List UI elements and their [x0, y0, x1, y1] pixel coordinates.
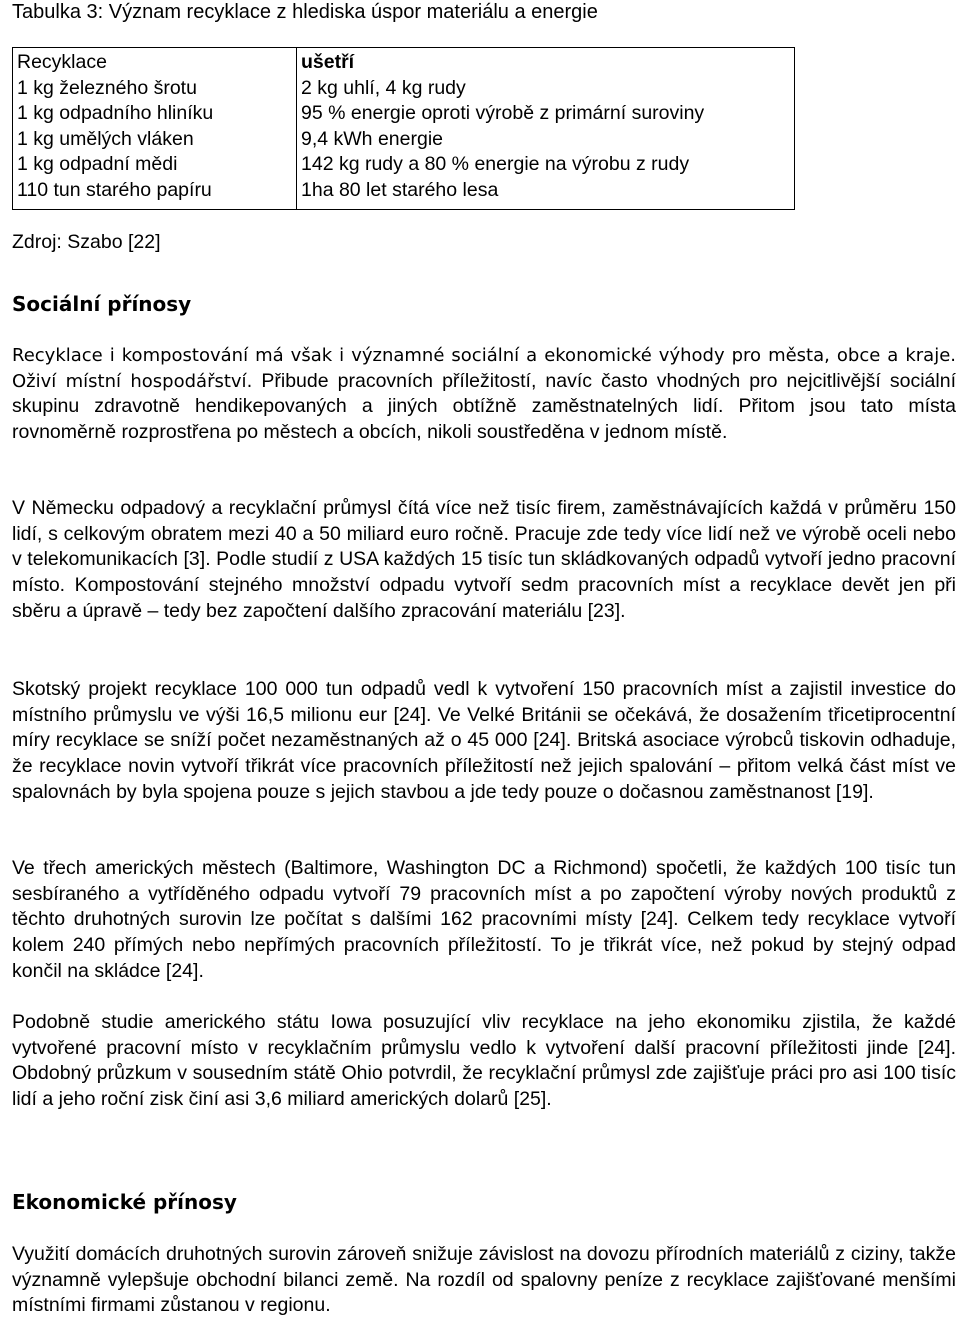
paragraph-social-2: V Německu odpadový a recyklační průmysl čítá více než tisíc firem, zaměstnávajících každá v průměru 150 lidí, s celkovým obratem mezi 40 a 50 miliard euro ročně. Pracuje zde tedy více lidí než ve výrobě oceli nebo v telekomunikacích [3]. Podle studií z USA každých 15 tisíc tun skládkovaných odpadů vytvoří jedno pracovní místo. Kompostování stejného množství odpadu vytvoří sedm pracovních míst a recyklace devět jen při sběru a úpravě – tedy bez započtení dalšího zpracování materiálu [23].: [12, 497, 956, 622]
table-header-saves: ušetří: [301, 51, 355, 73]
paragraph-fragment: Přibude pracovních příležitostí, navíc často vhodných pro nejcitlivější sociální skupinu zdravotně hendikepovaných a jiných obtížně zaměstnatelných lidí.: [12, 369, 957, 418]
section-heading-social: Sociální přínosy: [12, 292, 192, 316]
table-cell: 110 tun starého papíru: [17, 178, 212, 201]
table-caption: Tabulka 3: Význam recyklace z hlediska úspor materiálu a energie: [12, 1, 598, 23]
paragraph-social-5: Podobně studie amerického státu Iowa posuzující vliv recyklace na jeho ekonomiku zjistila, že každé vytvořené pracovní místo v recyklačním průmyslu vedlo k vytvoření další pracovní příležitosti jinde [24]. Obdobný průzkum v sousedním státě Ohio potvrdil, že recyklační průmysl zde zajišťuje práci pro asi 100 tisíc lidí a jeho roční zisk činí asi 3,6 miliard amerických dolarů [25].: [12, 1011, 956, 1111]
paragraph-fragment: Přitom jsou tato místa rovnoměrně rozprostřena po městech a obcích, nikoli soustředěna v jednom místě.: [12, 395, 957, 444]
table-column-saves: [297, 48, 795, 210]
paragraph-fragment: Recyklace i kompostování má však i významné sociální a ekonomické výhody pro města, obce a kraje. Oživí místní hospodářství.: [12, 345, 956, 392]
section-heading-economic: Ekonomické přínosy: [12, 1190, 237, 1214]
table-row: [13, 48, 795, 210]
paragraph-social-4: Ve třech amerických městech (Baltimore, Washington DC a Richmond) spočetli, že každých 100 tisíc tun sesbíraného a vytříděného odpadu vytvoří 79 pracovních míst a po započtení výroby nových produktů z těchto druhotných surovin lze počítat s dalšími 162 pracovními místy [24]. Celkem tedy recyklace vytvoří kolem 240 přímých nebo nepřímých pracovních příležitostí. To je třikrát více, než pokud by stejný odpad končil na skládce [24].: [12, 857, 956, 982]
table-header-recycling: Recyklace: [17, 51, 107, 73]
savings-table: [12, 47, 795, 210]
table-cell: 1 kg odpadního hliníku: [17, 102, 214, 124]
table-cell: 142 kg rudy a 80 % energie na výrobu z rudy: [301, 153, 690, 175]
paragraph-economic-1: Využití domácích druhotných surovin zároveň snižuje závislost na dovozu přírodních materiálů z ciziny, takže významně vylepšuje obchodní bilanci země. Na rozdíl od spalovny peníze z recyklace zajišťované menšími místními firmami zůstanou v regionu.: [12, 1243, 956, 1317]
table-cell: 1ha 80 let starého lesa: [301, 178, 499, 201]
table-cell: 1 kg umělých vláken: [17, 127, 194, 150]
table-column-recycling: [13, 48, 297, 210]
paragraph-social-3: Skotský projekt recyklace 100 000 tun odpadů vedl k vytvoření 150 pracovních míst a zajistil investice do místního průmyslu ve výši 16,5 milionu eur [24]. Ve Velké Británii se očekává, že dosažením třicetiprocentní míry recyklace se sníží počet nezaměstnaných až o 45 000 [24]. Britská asociace výrobců tiskovin odhaduje, že recyklace novin vytvoří třikrát více pracovních příležitostí než jejich spalování – přitom velká část míst ve spalovnách by byla spojena pouze s jejich stavbou a jde tedy pouze o dočasnou zaměstnanost [19].: [12, 678, 956, 803]
table-cell: 95 % energie oproti výrobě z primární suroviny: [301, 102, 705, 124]
paragraph-social-1: [12, 343, 956, 446]
table-cell: 1 kg odpadní mědi: [17, 153, 178, 175]
table-cell: 2 kg uhlí, 4 kg rudy: [301, 76, 466, 99]
table-cell: 1 kg železného šrotu: [17, 76, 197, 99]
table-source: Zdroj: Szabo [22]: [12, 231, 161, 253]
table-cell: 9,4 kWh energie: [301, 127, 443, 150]
